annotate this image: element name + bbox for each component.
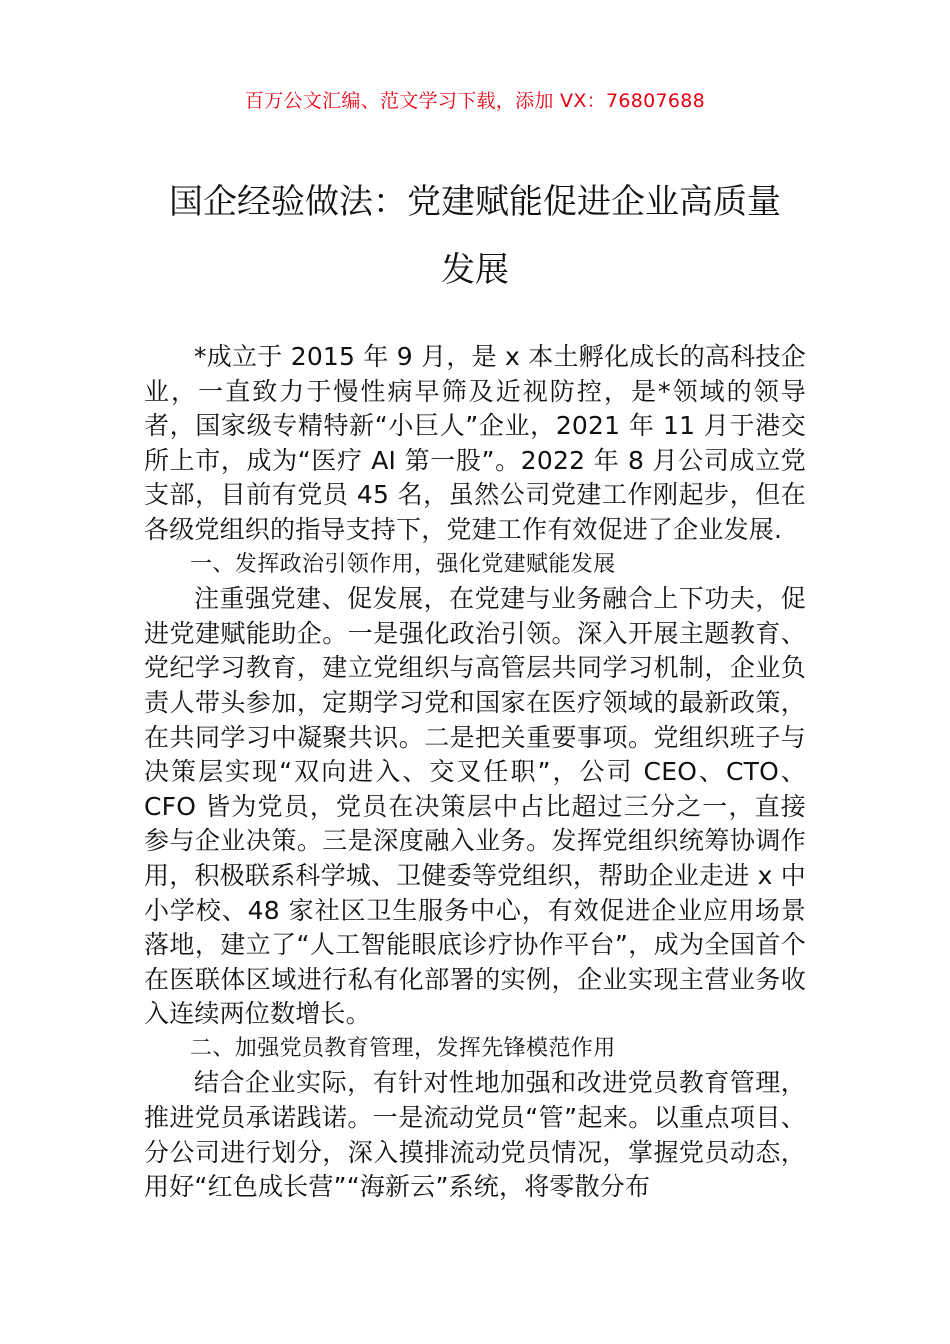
section-1-paragraph: 注重强党建、促发展，在党建与业务融合上下功夫，促进党建赋能助企。一是强化政治引领。深入开展主题教育、党纪学习教育，建立党组织与高管层共同学习机制，企业负责人带头参加，定期学习党和国家在医疗领域的最新政策，在共同学习中凝聚共识。二是把关重要事项。党组织班子与决策层实现“双向进入、交叉任职”，公司 CEO、CTO、CFO 皆为党员，党员在决策层中占比超过三分之一，直接参与企业决策。三是深度融入业务。发挥党组织统筹协调作用，积极联系科学城、卫健委等党组织，帮助企业走进 x 中小学校、48 家社区卫生服务中心，有效促进企业应用场景落地，建立了“人工智能眼底诊疗协作平台”，成为全国首个在医联体区域进行私有化部署的实例，企业实现主营业务收入连续两位数增长。	[144, 584, 806, 1029]
document-title-line-1: 国企经验做法：党建赋能促进企业高质量	[169, 182, 781, 222]
section-2-heading: 二、加强党员教育管理，发挥先锋模范作用	[190, 1035, 616, 1061]
watermark-note: 百万公文汇编、范文学习下载，添加 VX：76807688	[244, 90, 706, 112]
document-body	[144, 340, 806, 1205]
intro-paragraph: *成立于 2015 年 9 月，是 x 本土孵化成长的高科技企业，一直致力于慢性病早筛及近视防控，是*领域的领导者，国家级专精特新“小巨人”企业，2021 年 11 月于港交所上市，成为“医疗 AI 第一股”。2022 年 8 月公司成立党支部，目前有党员 45 名，虽然公司党建工作刚起步，但在各级党组织的指导支持下，党建工作有效促进了企业发展.	[144, 342, 806, 544]
document-title-line-2: 发展	[441, 250, 509, 290]
section-2-paragraph: 结合企业实际，有针对性地加强和改进党员教育管理，推进党员承诺践诺。一是流动党员“管”起来。以重点项目、分公司进行划分，深入摸排流动党员情况，掌握党员动态，用好“红色成长营”“海新云”系统，将零散分布	[144, 1068, 806, 1202]
section-1-heading: 一、发挥政治引领作用，强化党建赋能发展	[190, 551, 616, 577]
